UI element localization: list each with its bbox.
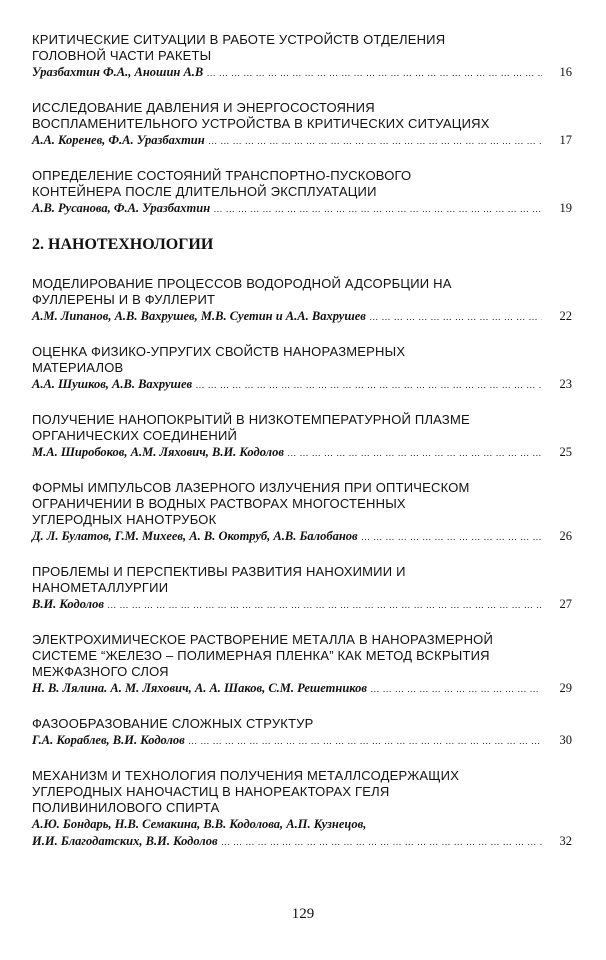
- entry-title: ЭЛЕКТРОХИМИЧЕСКОЕ РАСТВОРЕНИЕ МЕТАЛЛА В НАНОРАЗМЕРНОЙ СИСТЕМЕ “ЖЕЛЕЗО – ПОЛИМЕРНАЯ ПЛЕНКА” КАК МЕТОД ВСКРЫТИЯ МЕЖФАЗНОГО СЛОЯ: [32, 632, 494, 679]
- entry-title: ОЦЕНКА ФИЗИКО-УПРУГИХ СВОЙСТВ НАНОРАЗМЕРНЫХ МАТЕРИАЛОВ: [32, 344, 406, 375]
- entry-page-number: 29: [559, 681, 572, 695]
- entry-authors: М.А. Широбоков, А.М. Ляхович, В.И. Кодолов: [32, 445, 284, 459]
- entry-title: МОДЕЛИРОВАНИЕ ПРОЦЕССОВ ВОДОРОДНОЙ АДСОРБЦИИ НА ФУЛЛЕРЕНЫ И В ФУЛЛЕРИТ: [32, 276, 452, 307]
- entry-authors: А.М. Липанов, А.В. Вахрушев, М.В. Суетин и А.А. Вахрушев: [32, 309, 366, 323]
- toc-entry: [32, 276, 572, 326]
- entry-authors: А.В. Русанова, Ф.А. Уразбахтин: [32, 201, 211, 215]
- toc-entry: [32, 768, 572, 851]
- table-of-contents: [32, 32, 572, 869]
- entry-title: ОПРЕДЕЛЕНИЕ СОСТОЯНИЙ ТРАНСПОРТНО-ПУСКОВОГО КОНТЕЙНЕРА ПОСЛЕ ДЛИТЕЛЬНОЙ ЭКСПЛУАТАЦИИ: [32, 168, 412, 199]
- page-number-footer: 129: [291, 906, 315, 922]
- entry-title: ИССЛЕДОВАНИЕ ДАВЛЕНИЯ И ЭНЕРГОСОСТОЯНИЯ ВОСПЛАМЕНИТЕЛЬНОГО УСТРОЙСТВА В КРИТИЧЕСКИХ СИТУАЦИЯХ: [32, 100, 490, 131]
- dot-leader: [189, 733, 542, 750]
- entry-authors-line: [32, 376, 572, 394]
- entry-authors: А.А. Коренев, Ф.А. Уразбахтин: [32, 133, 205, 147]
- entry-page-number: 19: [559, 201, 572, 215]
- entry-title: КРИТИЧЕСКИЕ СИТУАЦИИ В РАБОТЕ УСТРОЙСТВ ОТДЕЛЕНИЯ ГОЛОВНОЙ ЧАСТИ РАКЕТЫ: [32, 32, 446, 63]
- entry-authors-line: [32, 200, 572, 218]
- dot-leader: [288, 445, 542, 462]
- toc-entry: [32, 168, 572, 218]
- entry-authors: И.И. Благодатских, В.И. Кодолов: [32, 834, 218, 848]
- entry-authors: Д. Л. Булатов, Г.М. Михеев, А. В. Окотруб, А.В. Балобанов: [32, 529, 358, 543]
- dot-leader: [108, 597, 542, 614]
- toc-entry: [32, 100, 572, 150]
- entry-page-number: 26: [559, 529, 572, 543]
- entry-authors-line: [32, 132, 572, 150]
- entry-authors-line: [32, 596, 572, 614]
- section-heading: 2. НАНОТЕХНОЛОГИИ: [32, 236, 214, 253]
- dot-leader: [196, 377, 542, 394]
- entry-page-number: 25: [559, 445, 572, 459]
- dot-leader: [207, 65, 542, 82]
- entry-authors-line: [32, 732, 572, 750]
- dot-leader: [371, 681, 542, 698]
- toc-entry: [32, 564, 572, 614]
- entry-authors-line: [32, 308, 572, 326]
- toc-entry: [32, 632, 572, 698]
- dot-leader: [370, 309, 542, 326]
- dot-leader: [362, 529, 542, 546]
- entry-authors-line: [32, 444, 572, 462]
- toc-entry: [32, 32, 572, 82]
- toc-entry: [32, 716, 572, 750]
- entry-page-number: 32: [559, 834, 572, 848]
- entry-page-number: 16: [559, 65, 572, 79]
- entry-title: МЕХАНИЗМ И ТЕХНОЛОГИЯ ПОЛУЧЕНИЯ МЕТАЛЛСОДЕРЖАЩИХ УГЛЕРОДНЫХ НАНОЧАСТИЦ В НАНОРЕАКТОРАХ ГЕЛЯ ПОЛИВИНИЛОВОГО СПИРТА: [32, 768, 460, 815]
- entry-authors-first-line: А.Ю. Бондарь, Н.В. Семакина, В.В. Кодолова, А.П. Кузнецов,: [32, 817, 367, 831]
- toc-entry: [32, 480, 572, 546]
- toc-entry: [32, 344, 572, 394]
- entry-title: ПРОБЛЕМЫ И ПЕРСПЕКТИВЫ РАЗВИТИЯ НАНОХИМИИ И НАНОМЕТАЛЛУРГИИ: [32, 564, 406, 595]
- entry-authors: Н. В. Лялина. А. М. Ляхович, А. А. Шаков, С.М. Решетников: [32, 681, 367, 695]
- entry-authors: А.А. Шушков, А.В. Вахрушев: [32, 377, 193, 391]
- entry-authors-line: [32, 680, 572, 698]
- entry-page-number: 30: [559, 733, 572, 747]
- entry-authors-line: [32, 833, 572, 851]
- entry-page-number: 22: [559, 309, 572, 323]
- entry-authors-line: [32, 528, 572, 546]
- entry-title: ПОЛУЧЕНИЕ НАНОПОКРЫТИЙ В НИЗКОТЕМПЕРАТУРНОЙ ПЛАЗМЕ ОРГАНИЧЕСКИХ СОЕДИНЕНИЙ: [32, 412, 470, 443]
- entry-title: ФАЗООБРАЗОВАНИЕ СЛОЖНЫХ СТРУКТУР: [32, 716, 314, 731]
- entry-authors: Уразбахтин Ф.А., Аношин А.В: [32, 65, 204, 79]
- dot-leader: [222, 834, 542, 851]
- entry-authors-line: [32, 64, 572, 82]
- entry-page-number: 17: [559, 133, 572, 147]
- entry-page-number: 27: [559, 597, 572, 611]
- entry-authors: В.И. Кодолов: [32, 597, 104, 611]
- entry-title: ФОРМЫ ИМПУЛЬСОВ ЛАЗЕРНОГО ИЗЛУЧЕНИЯ ПРИ ОПТИЧЕСКОМ ОГРАНИЧЕНИИ В ВОДНЫХ РАСТВОРАХ МНОГОСТЕННЫХ УГЛЕРОДНЫХ НАНОТРУБОК: [32, 480, 470, 527]
- dot-leader: [209, 133, 542, 150]
- dot-leader: [214, 201, 542, 218]
- entry-page-number: 23: [559, 377, 572, 391]
- toc-entry: [32, 412, 572, 462]
- entry-authors: Г.А. Кораблев, В.И. Кодолов: [32, 733, 185, 747]
